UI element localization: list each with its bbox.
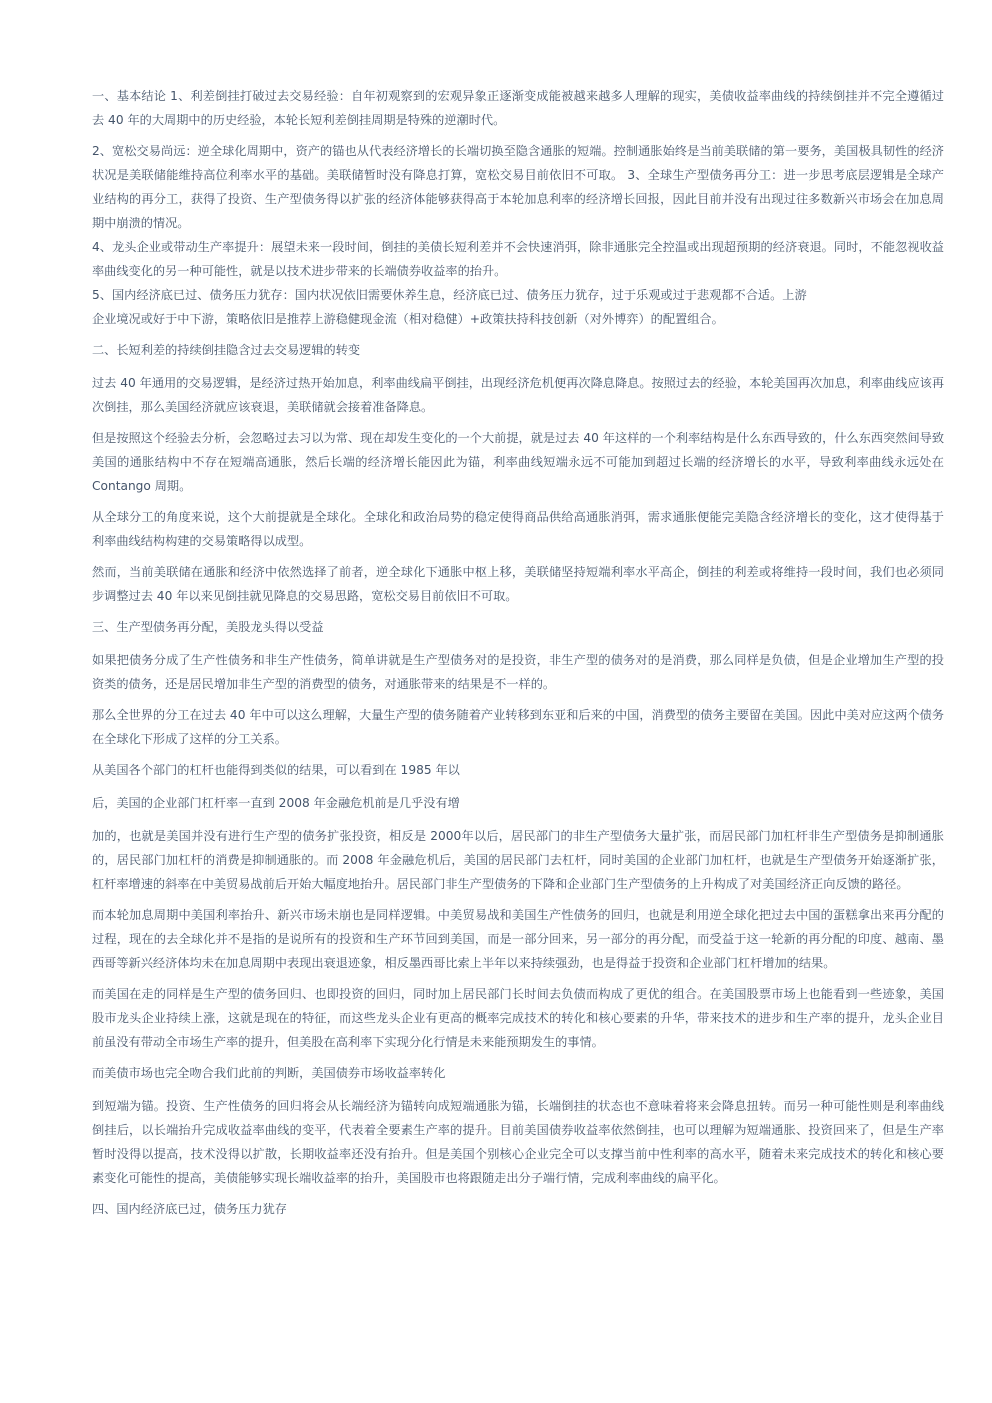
paragraph-globalization: 从全球分工的角度来说，这个大前提就是全球化。全球化和政治局势的稳定使得商品供给高通胀消弭，需求通胀便能完美隐含经济增长的变化，这才使得基于利率曲线结构构建的交易策略得以成型。 — [92, 510, 944, 548]
section-heading-3: 三、生产型债务再分配，美股龙头得以受益 — [92, 620, 324, 634]
paragraph-us-bonds-1: 而美债市场也完全吻合我们此前的判断，美国债券市场收益率转化 — [92, 1066, 446, 1080]
section-heading-4: 四、国内经济底已过，债务压力犹存 — [92, 1202, 287, 1216]
document-body — [92, 84, 944, 1230]
paragraph-us-equities: 而美国在走的同样是生产型的债务回归、也即投资的回归，同时加上居民部门长时间去负债而构成了更优的组合。在美国股票市场上也能看到一些迹象，美国股市龙头企业持续上涨，这就是现在的特征，而这些龙头企业有更高的概率完成技术的转化和核心要素的升华，带来技术的进步和生产率的提升，龙头企业目前虽没有带动全市场生产率的提升，但美股在高利率下实现分化行情是未来能预期发生的事情。 — [92, 987, 944, 1049]
paragraph-sector-leverage-2: 后，美国的企业部门杠杆率一直到 2008 年金融危机前是几乎没有增 — [92, 796, 460, 810]
paragraph-emerging-markets: 而本轮加息周期中美国利率抬升、新兴市场未崩也是同样逻辑。中美贸易战和美国生产性债务的回归，也就是利用逆全球化把过去中国的蛋糕拿出来再分配的过程，现在的去全球化并不是指的是说所有的投资和生产环节回到美国，而是一部分回来，另一部分的再分配，而受益于这一轮新的再分配的印度、越南、墨西哥等新兴经济体均未在加息周期中表现出衰退迹象，相反墨西哥比索上半年以来持续强劲，也是得益于投资和企业部门杠杆增加的结果。 — [92, 908, 944, 970]
paragraph-leading-companies: 4、龙头企业或带动生产率提升：展望未来一段时间，倒挂的美债长短利差并不会快速消弭，除非通胀完全控温或出现超预期的经济衰退。同时，不能忽视收益率曲线变化的另一种可能性，就是以技术进步带来的长端债券收益率的抬升。 — [92, 240, 944, 278]
paragraph-division-of-labor: 那么全世界的分工在过去 40 年中可以这么理解，大量生产型的债务随着产业转移到东亚和后来的中国，消费型的债务主要留在美国。因此中美对应这两个债务在全球化下形成了这样的分工关系。 — [92, 708, 945, 746]
paragraph-fed-choice: 然而，当前美联储在通胀和经济中依然选择了前者，逆全球化下通胀中枢上移，美联储坚持短端利率水平高企，倒挂的利差或将维持一段时间，我们也必须同步调整过去 40 年以来见倒挂就见降息的交易思路，宽松交易目前依旧不可取。 — [92, 565, 944, 603]
section-heading-2: 二、长短利差的持续倒挂隐含过去交易逻辑的转变 — [92, 343, 361, 357]
paragraph-domestic-strategy: 企业境况或好于中下游，策略依旧是推荐上游稳健现金流（相对稳健）+政策扶持科技创新（对外博弈）的配置组合。 — [92, 312, 724, 326]
paragraph-sector-leverage-1: 从美国各个部门的杠杆也能得到类似的结果，可以看到在 1985 年以 — [92, 763, 460, 777]
paragraph-domestic-economy: 5、国内经济底已过、债务压力犹存：国内状况依旧需要休养生息，经济底已过、债务压力犹存，过于乐观或过于悲观都不合适。上游 — [92, 288, 807, 302]
paragraph-basic-conclusion: 一、基本结论 1、利差倒挂打破过去交易经验：自年初观察到的宏观异象正逐渐变成能被越来越多人理解的现实，美债收益率曲线的持续倒挂并不完全遵循过去 40 年的大周期中的历史经验，本轮长短利差倒挂周期是特殊的逆潮时代。 — [92, 89, 944, 127]
paragraph-trade-logic: 过去 40 年通用的交易逻辑，是经济过热开始加息，利率曲线扁平倒挂，出现经济危机便再次降息降息。按照过去的经验，本轮美国再次加息，利率曲线应该再次倒挂，那么美国经济就应该衰退，美联储就会接着准备降息。 — [92, 376, 945, 414]
paragraph-us-bonds-2: 到短端为锚。投资、生产性债务的回归将会从长端经济为锚转向成短端通胀为锚，长端倒挂的状态也不意味着将来会降息扭转。而另一种可能性则是利率曲线倒挂后，以长端抬升完成收益率曲线的变平，代表着全要素生产率的提升。目前美国债券收益率依然倒挂，也可以理解为短端通胀、投资回来了，但是生产率暂时没得以提高，技术没得以扩散，长期收益率还没有抬升。但是美国个别核心企业完全可以支撑当前中性利率的高水平，随着未来完成技术的转化和核心要素变化可能性的提高，美债能够实现长端收益率的抬升，美国股市也将跟随走出分子端行情，完成利率曲线的扁平化。 — [92, 1099, 944, 1185]
paragraph-premise: 但是按照这个经验去分析，会忽略过去习以为常、现在却发生变化的一个大前提，就是过去 40 年这样的一个利率结构是什么东西导致的，什么东西突然间导致美国的通胀结构中不存在短端高通胀，然后长端的经济增长能因此为锚，利率曲线短端永远不可能加到超过长端的经济增长的水平，导致利率曲线永远处在 Contango 周期。 — [92, 431, 945, 493]
paragraph-debt-types: 如果把债务分成了生产性债务和非生产性债务，简单讲就是生产型债务对的是投资，非生产型的债务对的是消费，那么同样是负债，但是企业增加生产型的投资类的债务，还是居民增加非生产型的消费型的债务，对通胀带来的结果是不一样的。 — [92, 653, 944, 691]
paragraph-easing-trade: 2、宽松交易尚远：逆全球化周期中，资产的锚也从代表经济增长的长端切换至隐含通胀的短端。控制通胀始终是当前美联储的第一要务，美国极具韧性的经济状况是美联储能维持高位利率水平的基础。美联储暂时没有降息打算，宽松交易目前依旧不可取。 3、全球生产型债务再分工：进一步思考底层逻辑是全球产业结构的再分工，获得了投资、生产型债务得以扩张的经济体能够获得高于本轮加息利率的经济增长回报，因此目前并没有出现过往多数新兴市场会在加息周期中崩溃的情况。 — [92, 144, 944, 230]
paragraph-sector-leverage-3: 加的，也就是美国并没有进行生产型的债务扩张投资，相反是 2000年以后，居民部门的非生产型债务大量扩张，而居民部门加杠杆非生产型债务是抑制通胀的，居民部门加杠杆的消费是抑制通胀的。而 2008 年金融危机后，美国的居民部门去杠杆，同时美国的企业部门加杠杆，也就是生产型债务开始逐渐扩张，杠杆率增速的斜率在中美贸易战前后开始大幅度地抬升。居民部门非生产型债务的下降和企业部门生产型债务的上升构成了对美国经济正向反馈的路径。 — [92, 829, 944, 891]
